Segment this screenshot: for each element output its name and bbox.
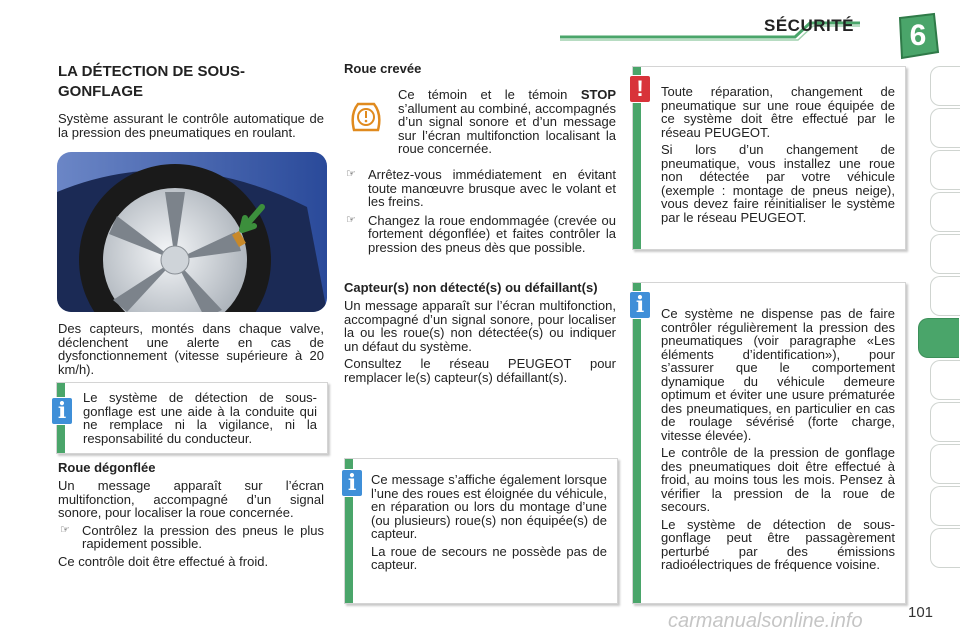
watermark: carmanualsonline.info [668,610,863,632]
info-box-message-text-2: La roue de secours ne possède pas de capteur. [371,543,607,572]
chapter-tab[interactable] [930,360,960,400]
info-box-pressure-text-2: Le contrôle de la pression de gonflage des pneumatiques doit être effectué à froid, au moins tous les mois. Pensez à vérifier la pression de la roue de secours. [661,445,895,514]
pointing-hand-icon: ☞ [346,213,356,226]
sensor-heading: Capteur(s) non détecté(s) ou défaillant(s) [344,280,598,295]
page-title-line2: GONFLAGE [58,83,143,100]
info-icon: i [51,397,73,425]
section-title: SÉCURITÉ [764,16,854,35]
warning-box-repair-text-2: Si lors d’un changement de pneumatique, vous installez une roue non détectée par votre véhicule (exemple : montage de pneus neige), vous devez faire réinitialiser le système par le réseau PEUGEOT. [661,142,895,225]
box-accent-stripe [633,283,641,603]
pointing-hand-icon: ☞ [60,523,70,536]
puncture-bullet-change [344,214,616,255]
chapter-tab[interactable] [930,108,960,148]
chapter-tab[interactable] [930,444,960,484]
chapter-tab[interactable] [930,528,960,568]
puncture-bullet-stop [344,168,616,209]
warning-light-text-b: s’allument au combiné, accompagnés d’un signal sonore et d’un message sur l’écran multifonction localisant la roue concernée. [398,100,616,156]
info-box-message-text-1: Ce message s’affiche également lorsque l’une des roues est éloignée du véhicule, en réparation ou lors du montage d’une (ou plusieurs) roue(s) non équipée(s) de capteur. [371,472,607,541]
stop-light-label: STOP [580,87,616,102]
chapter-tab[interactable] [930,486,960,526]
puncture-heading: Roue crevée [344,61,422,76]
chapter-tab[interactable] [930,402,960,442]
tyre-pressure-warning-icon [346,96,386,136]
deflated-bullet [58,524,324,551]
deflated-heading: Roue dégonflée [58,460,156,475]
warning-icon: ! [629,75,651,103]
deflated-note: Ce contrôle doit être effectué à froid. [58,553,269,569]
wheel-photo [57,152,327,312]
sensor-contact-text: Consultez le réseau PEUGEOT pour remplacer le(s) capteur(s) défaillant(s). [344,356,616,385]
chapter-number: 6 [909,19,927,52]
chapter-tab-active[interactable] [918,318,959,358]
deflated-text: Un message apparaît sur l’écran multifonction, accompagné d’un signal sonore, pour localiser la roue concernée. [58,478,324,520]
intro-text: Système assurant le contrôle automatique de la pression des pneumatiques en roulant. [58,111,324,140]
chapter-tab[interactable] [930,192,960,232]
sensor-text: Un message apparaît sur l’écran multifonction, accompagné d’un signal sonore, pour localiser la ou les roue(s) non détectée(s) ou indiquer un défaut du système. [344,298,616,354]
warning-light-text-a: Ce témoin et le témoin [398,87,581,102]
info-box-pressure-check [632,282,906,604]
info-box-driver-aid [56,382,328,454]
info-icon: i [629,291,651,319]
pointing-hand-icon: ☞ [346,168,356,180]
puncture-bullet-2: Changez la roue endommagée (crevée ou fortement dégonflée) et faites contrôler la pression des pneus dès que possible. [368,212,616,255]
warning-light-text [398,88,616,156]
deflated-bullet-text: Contrôlez la pression des pneus le plus rapidement possible. [82,522,324,551]
chapter-tab[interactable] [930,66,960,106]
info-box-pressure-text-1: Ce système ne dispense pas de faire contrôler régulièrement la pression des pneumatiques (voir paragraphe «Les éléments d’identification»), pour s’assurer que le comportement dynamique du véhicule demeure optimum et éviter une usure prématurée des pneumatiques, en particulier en cas de roulage sévérisé (forte charge, vitesse élevée). [661,306,895,443]
warning-box-repair [632,66,906,250]
sensors-text: Des capteurs, montés dans chaque valve, déclenchent une alerte en cas de dysfonctionnement (vitesse supérieure à 20 km/h). [58,321,324,377]
section-title-block [58,62,324,102]
info-box-driver-aid-text: Le système de détection de sous-gonflage est une aide à la conduite qui ne remplace ni la vigilance, ni la responsabilité du conducteur. [83,390,317,446]
info-box-pressure-text-3: Le système de détection de sous-gonflage peut être passagèrement perturbé par des émissions radioélectriques de fréquence voisine. [661,516,895,572]
chapter-tab[interactable] [930,234,960,274]
chapter-badge [894,12,942,60]
warning-box-repair-text-1: Toute réparation, changement de pneumatique sur une roue équipée de ce système doit être effectué par le réseau PEUGEOT. [661,84,895,140]
info-box-message [344,458,618,604]
page-number: 101 [908,604,934,621]
puncture-bullet-1: Arrêtez-vous immédiatement en évitant toute manœuvre brusque avec le volant et les freins. [368,167,616,209]
chapter-tab[interactable] [930,150,960,190]
info-icon: i [341,469,363,497]
chapter-tab[interactable] [930,276,960,316]
page-title-line1: LA DÉTECTION DE SOUS- [58,63,245,80]
chapter-tabs [930,66,960,570]
